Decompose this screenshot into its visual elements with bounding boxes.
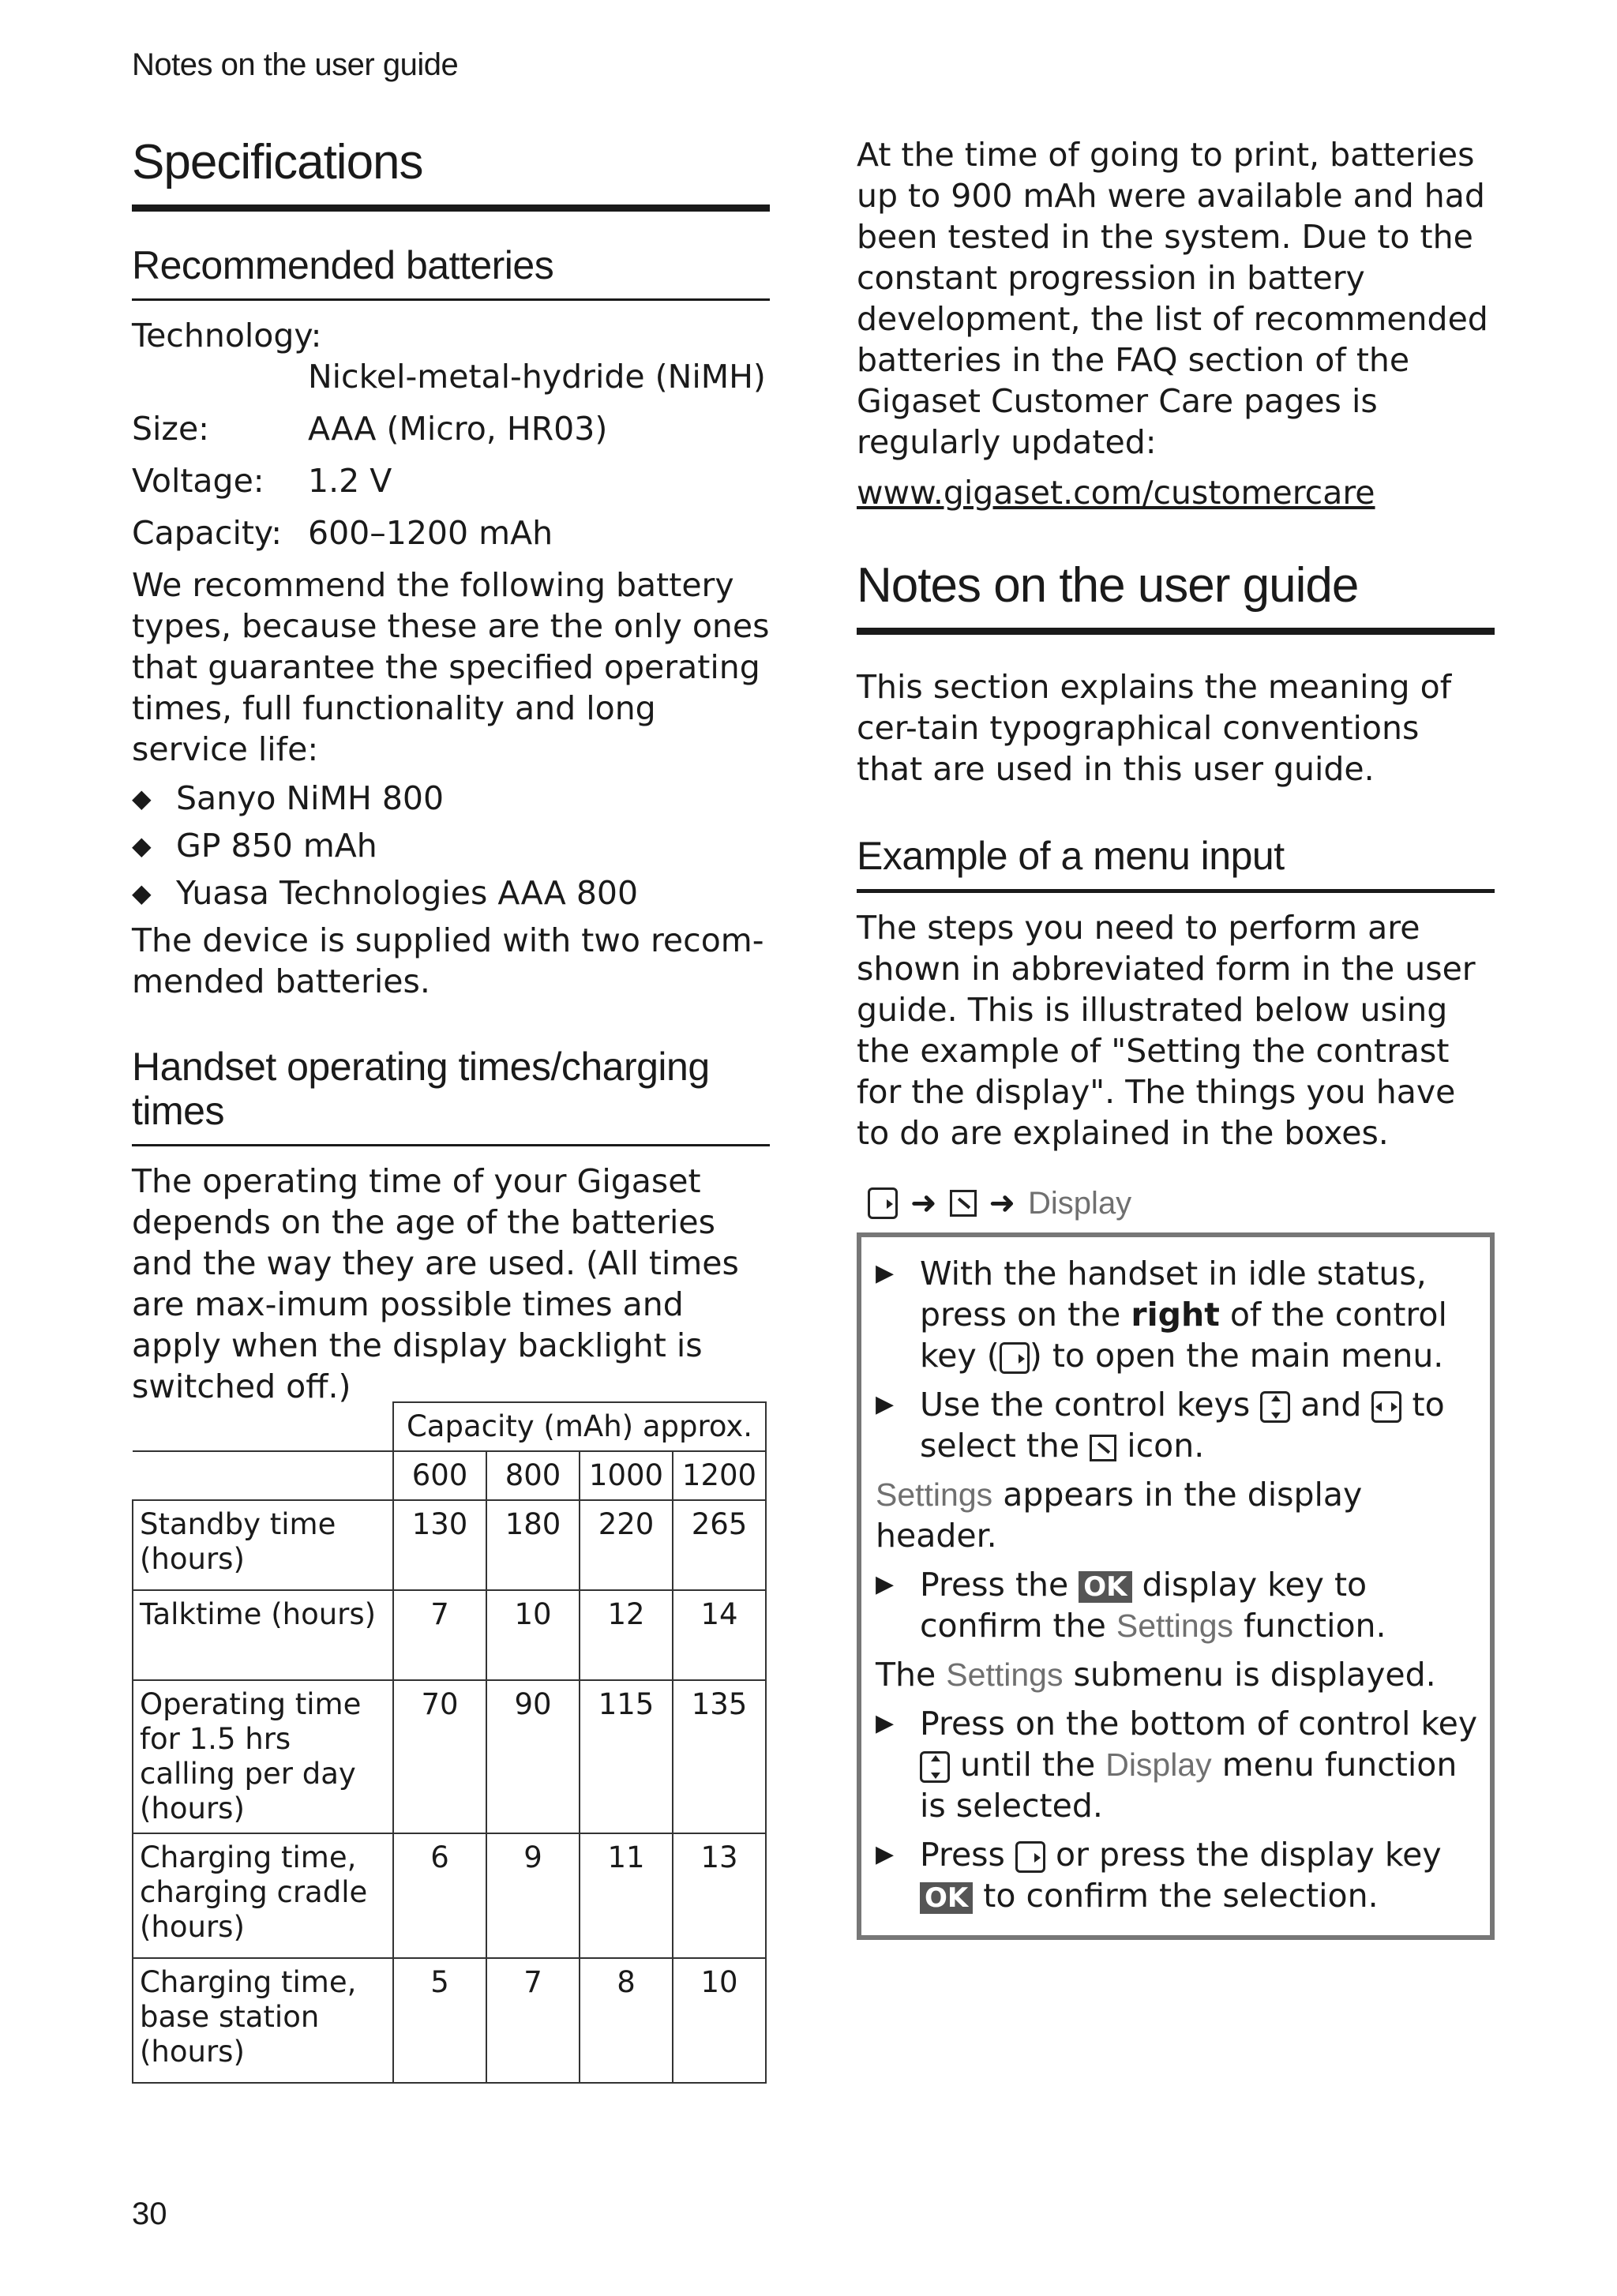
table-cell: 115 <box>580 1680 673 1833</box>
table-cell: 180 <box>486 1500 580 1590</box>
diamond-bullet-icon: ◆ <box>132 831 152 861</box>
table-cell: 7 <box>486 1958 580 2083</box>
settings-icon <box>950 1190 977 1217</box>
customer-care-link[interactable]: www.gigaset.com/customercare <box>857 474 1375 512</box>
row-label: Charging time, charging cradle (hours) <box>133 1833 393 1958</box>
diamond-bullet-icon: ◆ <box>132 783 152 813</box>
capacity-value: 600–1200 mAh <box>308 514 553 552</box>
operating-times-table <box>132 1401 767 2084</box>
voltage-value: 1.2 V <box>308 462 392 500</box>
column-header: 600 <box>393 1451 486 1500</box>
table-cell: 14 <box>673 1590 766 1680</box>
table-cell: 265 <box>673 1500 766 1590</box>
instruction-step <box>868 1703 1479 1826</box>
triangle-step-icon: ▶ <box>876 1390 895 1418</box>
table-cell: 8 <box>580 1958 673 2083</box>
technology-value: Nickel-metal-hydride (NiMH) <box>308 358 766 396</box>
supplied-text: The device is supplied with two recom-mended batteries. <box>132 921 764 1000</box>
battery-type: Yuasa Technologies AAA 800 <box>176 874 639 912</box>
ok-key-icon: OK <box>1079 1571 1131 1603</box>
heading-rule <box>132 1144 770 1146</box>
table-cell: 9 <box>486 1833 580 1958</box>
menu-example-intro: The steps you need to perform are shown in abbreviated form in the user guide. This is illustrated below using the example of "Setting the contrast for the display". The things you have to do are explained in the boxes. <box>857 909 1476 1152</box>
table-header-row <box>133 1451 766 1500</box>
instruction-step <box>868 1253 1479 1376</box>
voltage-label: Voltage: <box>132 462 264 500</box>
column-header: 1000 <box>580 1451 673 1500</box>
table-cell: 70 <box>393 1680 486 1833</box>
recommended-batteries-heading: Recommended batteries <box>132 243 554 287</box>
table-cell: 13 <box>673 1833 766 1958</box>
right-column <box>857 134 1495 1940</box>
left-column <box>132 118 770 1415</box>
battery-type: Sanyo NiMH 800 <box>176 779 445 817</box>
capacity-label: Capacity: <box>132 514 283 552</box>
table-cell: 130 <box>393 1500 486 1590</box>
ok-key-icon: OK <box>920 1882 973 1914</box>
user-guide-intro-text: This section explains the meaning of cer-tain typographical conventions that are used in this user guide. <box>857 668 1452 788</box>
table-row <box>133 1500 766 1590</box>
heading-rule <box>857 889 1495 893</box>
box-note: The Settings submenu is displayed. <box>876 1656 1436 1694</box>
capacity-header: Capacity (mAh) approx. <box>393 1402 766 1451</box>
table-cell: 10 <box>486 1590 580 1680</box>
step-text: With the handset in idle status, press on the right of the control key ( ) to open the main menu. <box>920 1255 1447 1375</box>
table-row <box>133 1833 766 1958</box>
menu-path <box>868 1185 1495 1221</box>
table-cell: 90 <box>486 1680 580 1833</box>
table-row <box>133 1958 766 2083</box>
table-cell: 11 <box>580 1833 673 1958</box>
spec-capacity <box>132 512 770 553</box>
menu-example-heading: Example of a menu input <box>857 834 1285 878</box>
step-text: Press on the bottom of control key until the Display menu function is selected. <box>920 1705 1478 1825</box>
table-row <box>133 1590 766 1680</box>
step-text: Press or press the display key OK to confirm the selection. <box>920 1836 1442 1915</box>
control-key-leftright-icon <box>1371 1391 1401 1423</box>
instruction-step <box>868 1384 1479 1466</box>
list-item <box>132 872 770 914</box>
control-key-right-icon <box>868 1187 898 1219</box>
operating-times-heading: Handset operating times/charging times <box>132 1045 710 1133</box>
instruction-box <box>857 1232 1495 1940</box>
row-label: Standby time (hours) <box>133 1500 393 1590</box>
user-guide-notes-title: Notes on the user guide <box>857 558 1359 613</box>
faq-text: At the time of going to print, batteries up to 900 mAh were available and had been tested in the system. Due to the constant progression in battery development, the list of recommended batteries in the FAQ section of the Gigaset Customer Care pages is regularly updated: <box>857 136 1488 461</box>
control-key-right-icon <box>1000 1342 1030 1374</box>
control-key-updown-icon <box>920 1751 950 1783</box>
column-header: 800 <box>486 1451 580 1500</box>
step-text: Press the OK display key to confirm the Settings function. <box>920 1566 1386 1645</box>
spec-size <box>132 408 770 449</box>
table-corner <box>133 1451 393 1500</box>
table-cell: 220 <box>580 1500 673 1590</box>
row-label: Charging time, base station (hours) <box>133 1958 393 2083</box>
arrow-right-icon: ➜ <box>989 1185 1016 1221</box>
size-value: AAA (Micro, HR03) <box>308 410 608 448</box>
settings-icon <box>1090 1435 1116 1461</box>
spec-voltage <box>132 460 770 501</box>
instruction-step <box>868 1564 1479 1646</box>
triangle-step-icon: ▶ <box>876 1259 895 1287</box>
box-note: Settings appears in the display header. <box>876 1476 1363 1555</box>
triangle-step-icon: ▶ <box>876 1840 895 1868</box>
menu-path-display: Display <box>1028 1185 1132 1221</box>
title-rule <box>857 628 1495 635</box>
running-header: Notes on the user guide <box>132 47 459 82</box>
table-corner <box>133 1402 393 1451</box>
control-key-updown-icon <box>1260 1391 1290 1423</box>
size-label: Size: <box>132 410 209 448</box>
title-rule <box>132 204 770 212</box>
technology-label: Technology: <box>132 317 322 355</box>
triangle-step-icon: ▶ <box>876 1570 895 1598</box>
table-row <box>133 1680 766 1833</box>
recommend-text: We recommend the following battery types, because these are the only ones that guarantee the specified operating times, full functionality and long service life: <box>132 566 770 768</box>
page-number: 30 <box>132 2197 167 2231</box>
column-header: 1200 <box>673 1451 766 1500</box>
arrow-right-icon: ➜ <box>910 1185 937 1221</box>
table-cell: 6 <box>393 1833 486 1958</box>
diamond-bullet-icon: ◆ <box>132 878 152 908</box>
list-item <box>132 778 770 819</box>
triangle-step-icon: ▶ <box>876 1709 895 1737</box>
instruction-step <box>868 1834 1479 1916</box>
specifications-title: Specifications <box>132 135 423 189</box>
operating-intro-text: The operating time of your Gigaset depends on the age of the batteries and the way they are used. (All times are max-imum possible times and apply when the display backlight is switched off.) <box>132 1162 739 1405</box>
table-header-row <box>133 1402 766 1451</box>
control-key-right-icon <box>1015 1841 1045 1873</box>
row-label: Operating time for 1.5 hrs calling per day (hours) <box>133 1680 393 1833</box>
table-cell: 5 <box>393 1958 486 2083</box>
list-item <box>132 825 770 866</box>
row-label: Talktime (hours) <box>133 1590 393 1680</box>
table-cell: 135 <box>673 1680 766 1833</box>
table-cell: 10 <box>673 1958 766 2083</box>
battery-type: GP 850 mAh <box>176 827 377 865</box>
table-cell: 12 <box>580 1590 673 1680</box>
step-text: Use the control keys and to select the icon. <box>920 1386 1445 1465</box>
table-cell: 7 <box>393 1590 486 1680</box>
heading-rule <box>132 298 770 301</box>
